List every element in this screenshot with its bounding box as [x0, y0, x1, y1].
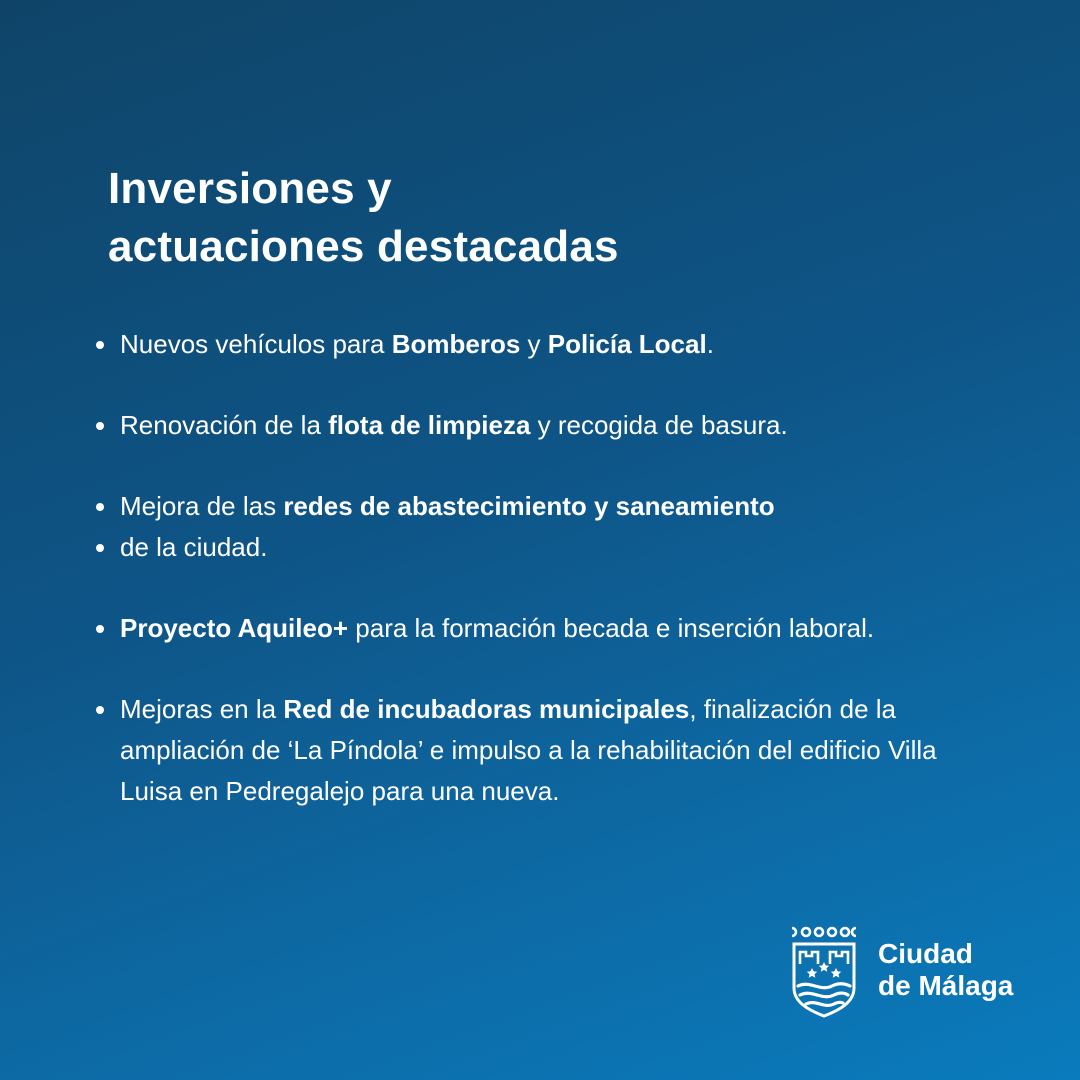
- page-title: [108, 160, 619, 276]
- item-highlight: Red de incubadoras municipales: [283, 694, 690, 724]
- item-text: y recogida de basura.: [530, 410, 788, 440]
- list-item: [92, 405, 992, 446]
- item-text: Nuevos vehículos para: [120, 329, 392, 359]
- item-text: y: [520, 329, 548, 359]
- logo-wordmark: [878, 938, 1013, 1002]
- item-highlight: flota de limpieza: [328, 410, 531, 440]
- item-text: Mejoras en la: [120, 694, 284, 724]
- item-highlight: Proyecto Aquileo+: [120, 613, 349, 643]
- title-line-1: Inversiones y: [108, 164, 392, 213]
- logo-line-1: Ciudad: [878, 938, 973, 969]
- item-highlight: Policía Local: [547, 329, 707, 359]
- item-text: Mejora de las: [120, 491, 284, 521]
- list-item: [92, 608, 992, 649]
- list-item: [92, 689, 992, 812]
- item-text: de la ciudad.: [120, 532, 268, 562]
- highlights-list: [92, 324, 992, 812]
- list-item: [92, 324, 992, 365]
- title-line-2: actuaciones destacadas: [108, 222, 619, 271]
- city-logo: [790, 922, 1013, 1018]
- item-text: .: [706, 329, 714, 359]
- item-highlight: redes de abastecimiento y saneamiento: [283, 491, 775, 521]
- item-highlight: Bomberos: [391, 329, 521, 359]
- item-text: Renovación de la: [120, 410, 329, 440]
- list-item: [92, 486, 992, 527]
- logo-line-2: de Málaga: [878, 970, 1014, 1001]
- item-text: para la formación becada e inserción laboral.: [348, 613, 875, 643]
- item-text: , finalización de la ampliación de ‘La Píndola’ e impulso a la rehabilitación del edificio Villa Luisa en Pedregalejo para una nueva.: [120, 694, 937, 806]
- list-item: [92, 527, 992, 568]
- malaga-shield-icon: [790, 922, 858, 1018]
